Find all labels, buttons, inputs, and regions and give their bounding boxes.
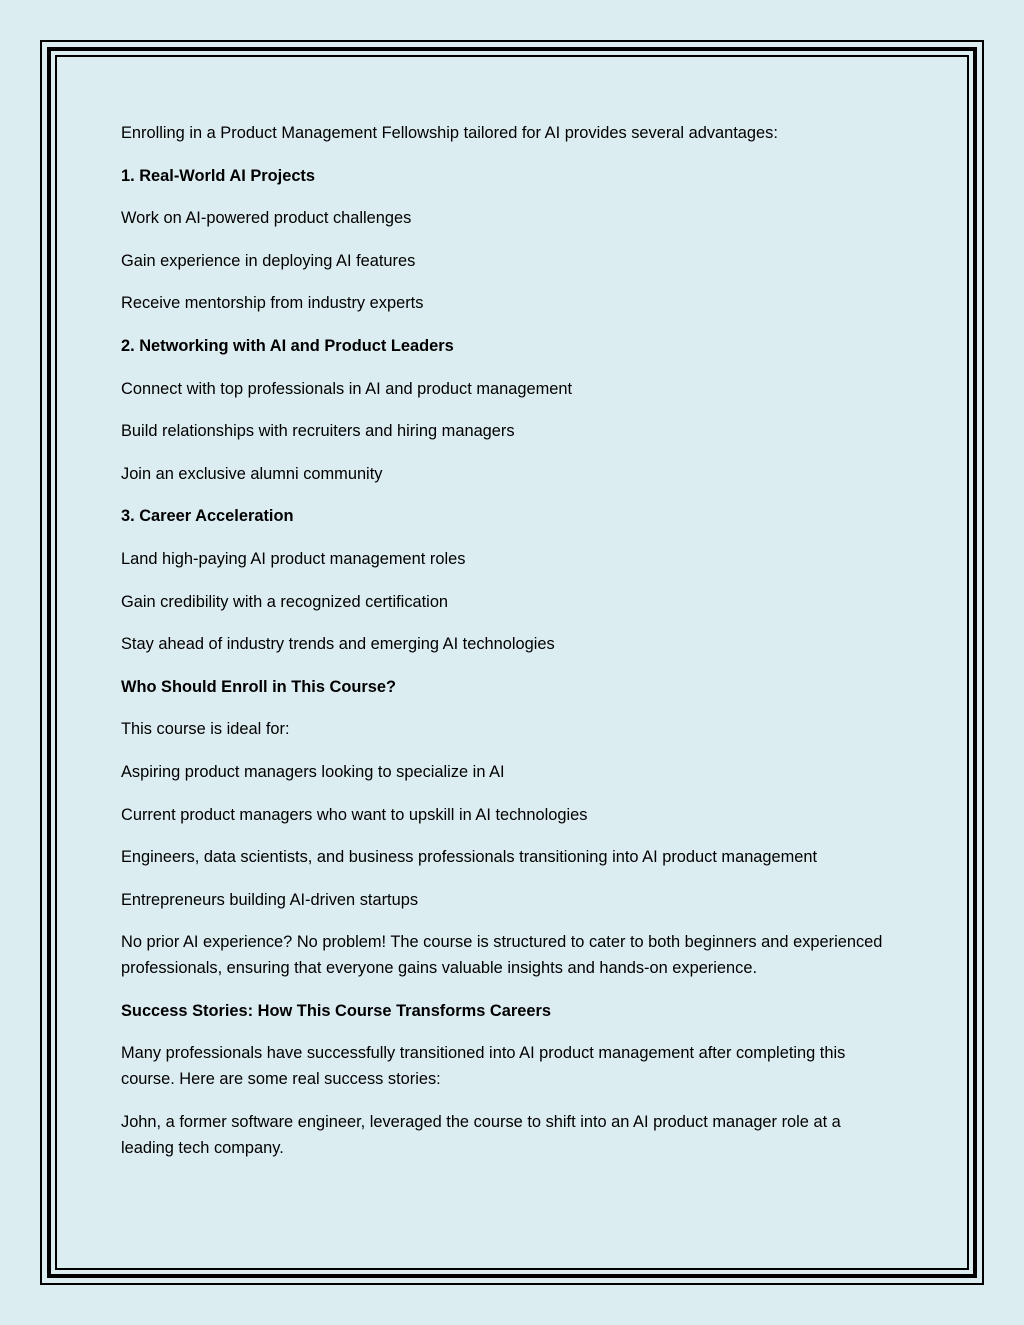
success-intro-paragraph: Many professionals have successfully transitioned into AI product management after completing this course. Here are some real success stories: — [121, 1044, 846, 1089]
list-item: Stay ahead of industry trends and emerging AI technologies — [121, 635, 555, 654]
list-item: Work on AI-powered product challenges — [121, 209, 412, 228]
section-heading-career-acceleration: 3. Career Acceleration — [121, 507, 294, 526]
section-heading-success-stories: Success Stories: How This Course Transforms Careers — [121, 1001, 551, 1020]
who-intro-paragraph: This course is ideal for: — [121, 720, 290, 739]
document-body — [121, 120, 891, 1178]
list-item: Join an exclusive alumni community — [121, 464, 383, 483]
section-heading-networking: 2. Networking with AI and Product Leaders — [121, 336, 454, 355]
success-story-paragraph: John, a former software engineer, leveraged the course to shift into an AI product manager role at a leading tech company. — [121, 1113, 841, 1158]
no-experience-paragraph: No prior AI experience? No problem! The course is structured to cater to both beginners and experienced professionals, ensuring that everyone gains valuable insights and hands-on experience. — [121, 933, 883, 978]
list-item: Current product managers who want to upskill in AI technologies — [121, 805, 588, 824]
list-item: Entrepreneurs building AI-driven startups — [121, 890, 419, 909]
intro-paragraph: Enrolling in a Product Management Fellowship tailored for AI provides several advantages: — [121, 124, 778, 142]
section-heading-real-world-projects: 1. Real-World AI Projects — [121, 166, 316, 185]
list-item: Gain experience in deploying AI features — [121, 251, 416, 270]
list-item: Aspiring product managers looking to specialize in AI — [121, 762, 505, 781]
section-heading-who-should-enroll: Who Should Enroll in This Course? — [121, 677, 396, 696]
list-item: Gain credibility with a recognized certification — [121, 592, 449, 611]
list-item: Connect with top professionals in AI and product management — [121, 379, 573, 398]
list-item: Engineers, data scientists, and business professionals transitioning into AI product management — [121, 848, 818, 867]
list-item: Land high-paying AI product management roles — [121, 549, 466, 568]
list-item: Receive mentorship from industry experts — [121, 294, 424, 313]
list-item: Build relationships with recruiters and hiring managers — [121, 422, 515, 441]
